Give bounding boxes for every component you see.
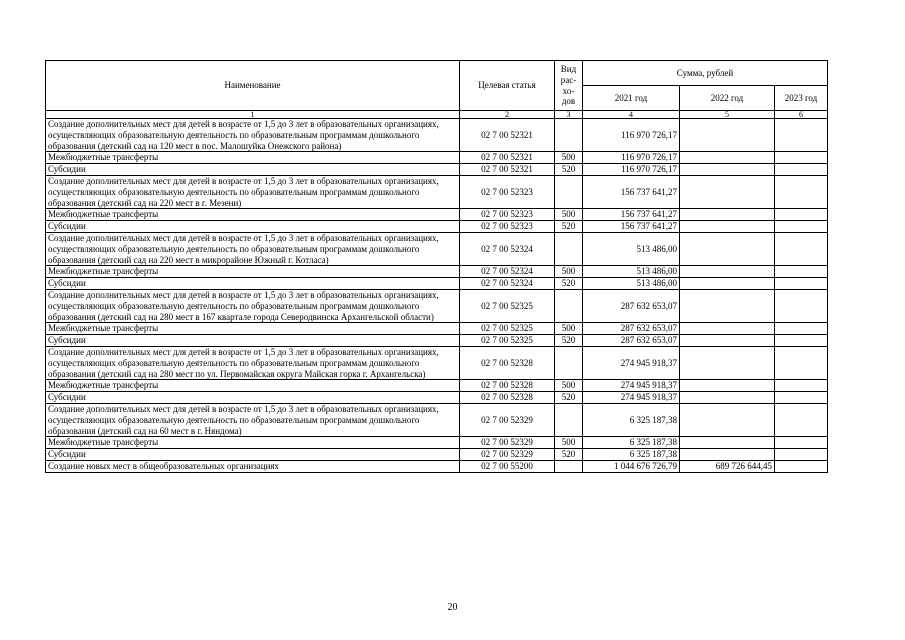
row-amount-2023	[775, 392, 828, 404]
table-row	[46, 289, 828, 322]
row-amount-2021: 274 945 918,37	[583, 380, 680, 392]
row-target-article: 02 7 00 52328	[460, 392, 555, 404]
row-amount-2022	[680, 449, 775, 461]
row-expense-type: 520	[555, 392, 583, 404]
row-amount-2022	[680, 152, 775, 164]
row-amount-2021: 274 945 918,37	[583, 392, 680, 404]
row-amount-2023	[775, 232, 828, 265]
header-expense-type: Вид рас- хо- дов	[555, 61, 583, 111]
row-name: Межбюджетные трансферты	[46, 152, 460, 164]
table-row	[46, 152, 828, 164]
row-amount-2021: 513 486,00	[583, 266, 680, 278]
row-name: Создание дополнительных мест для детей в возрасте от 1,5 до 3 лет в образовательных организациях, осуществляющих образовательную деятельность по образовательным программам дошкольного образования (детский сад на 220 мест в микрорайоне Южный г. Котласа)	[46, 232, 460, 265]
page-number: 20	[447, 602, 458, 613]
row-amount-2023	[775, 164, 828, 176]
row-expense-type	[555, 232, 583, 265]
column-number: 2	[460, 111, 555, 119]
table-row	[46, 221, 828, 233]
row-expense-type	[555, 119, 583, 152]
row-target-article: 02 7 00 52329	[460, 403, 555, 436]
row-amount-2022	[680, 119, 775, 152]
row-amount-2022: 689 726 644,45	[680, 460, 775, 472]
budget-table	[45, 60, 828, 473]
row-target-article: 02 7 00 52324	[460, 232, 555, 265]
row-name: Субсидии	[46, 449, 460, 461]
table-row	[46, 266, 828, 278]
header-sum: Сумма, рублей	[583, 61, 828, 86]
row-amount-2022	[680, 289, 775, 322]
table-row	[46, 380, 828, 392]
row-amount-2023	[775, 119, 828, 152]
row-name: Создание дополнительных мест для детей в возрасте от 1,5 до 3 лет в образовательных организациях, осуществляющих образовательную деятельность по образовательным программам дошкольного образования (детский сад на 120 мест в пос. Малошуйка Онежского района)	[46, 119, 460, 152]
table-row	[46, 278, 828, 290]
table-row	[46, 392, 828, 404]
row-amount-2022	[680, 232, 775, 265]
row-expense-type: 500	[555, 437, 583, 449]
row-amount-2021: 287 632 653,07	[583, 323, 680, 335]
row-target-article: 02 7 00 52324	[460, 266, 555, 278]
row-expense-type: 500	[555, 380, 583, 392]
row-name: Межбюджетные трансферты	[46, 380, 460, 392]
row-name: Межбюджетные трансферты	[46, 209, 460, 221]
row-amount-2021: 156 737 641,27	[583, 221, 680, 233]
header-name: Наименование	[46, 61, 460, 111]
row-name: Межбюджетные трансферты	[46, 266, 460, 278]
row-name: Создание дополнительных мест для детей в возрасте от 1,5 до 3 лет в образовательных организациях, осуществляющих образовательную деятельность по образовательным программам дошкольного образования (детский сад на 280 мест по ул. Первомайская округа Майская горка г. Архангельска)	[46, 346, 460, 379]
row-expense-type	[555, 460, 583, 472]
row-amount-2022	[680, 346, 775, 379]
column-number: 1	[46, 111, 460, 119]
column-number: 5	[680, 111, 775, 119]
row-expense-type	[555, 346, 583, 379]
row-target-article: 02 7 00 52329	[460, 449, 555, 461]
row-expense-type: 500	[555, 323, 583, 335]
table-row	[46, 232, 828, 265]
row-target-article: 02 7 00 52325	[460, 323, 555, 335]
row-amount-2021: 6 325 187,38	[583, 403, 680, 436]
row-target-article: 02 7 00 55200	[460, 460, 555, 472]
row-expense-type: 520	[555, 221, 583, 233]
row-name: Создание дополнительных мест для детей в возрасте от 1,5 до 3 лет в образовательных организациях, осуществляющих образовательную деятельность по образовательным программам дошкольного образования (детский сад на 60 мест в г. Няндома)	[46, 403, 460, 436]
table-row	[46, 164, 828, 176]
row-name: Субсидии	[46, 335, 460, 347]
row-target-article: 02 7 00 52323	[460, 209, 555, 221]
row-name: Субсидии	[46, 392, 460, 404]
row-amount-2021: 513 486,00	[583, 232, 680, 265]
table-row	[46, 175, 828, 208]
column-number: 4	[583, 111, 680, 119]
row-name: Создание дополнительных мест для детей в возрасте от 1,5 до 3 лет в образовательных организациях, осуществляющих образовательную деятельность по образовательным программам дошкольного образования (детский сад на 220 мест в г. Мезени)	[46, 175, 460, 208]
row-amount-2021: 287 632 653,07	[583, 335, 680, 347]
row-expense-type: 520	[555, 164, 583, 176]
row-amount-2022	[680, 175, 775, 208]
row-target-article: 02 7 00 52325	[460, 335, 555, 347]
row-amount-2021: 156 737 641,27	[583, 175, 680, 208]
row-name: Создание дополнительных мест для детей в возрасте от 1,5 до 3 лет в образовательных организациях, осуществляющих образовательную деятельность по образовательным программам дошкольного образования (детский сад на 280 мест в 167 квартале города Северодвинска Архангельской области)	[46, 289, 460, 322]
row-amount-2021: 6 325 187,38	[583, 437, 680, 449]
row-amount-2021: 1 044 676 726,79	[583, 460, 680, 472]
row-expense-type	[555, 289, 583, 322]
table-row	[46, 460, 828, 472]
row-name: Субсидии	[46, 164, 460, 176]
row-expense-type: 500	[555, 152, 583, 164]
row-target-article: 02 7 00 52321	[460, 119, 555, 152]
row-target-article: 02 7 00 52323	[460, 175, 555, 208]
row-name: Субсидии	[46, 278, 460, 290]
row-amount-2021: 287 632 653,07	[583, 289, 680, 322]
row-amount-2021: 116 970 726,17	[583, 152, 680, 164]
row-amount-2022	[680, 278, 775, 290]
row-target-article: 02 7 00 52321	[460, 164, 555, 176]
row-expense-type: 520	[555, 335, 583, 347]
row-amount-2022	[680, 403, 775, 436]
table-row	[46, 449, 828, 461]
row-amount-2023	[775, 437, 828, 449]
row-target-article: 02 7 00 52325	[460, 289, 555, 322]
row-target-article: 02 7 00 52323	[460, 221, 555, 233]
row-amount-2021: 116 970 726,17	[583, 164, 680, 176]
row-amount-2022	[680, 335, 775, 347]
row-amount-2022	[680, 323, 775, 335]
row-amount-2023	[775, 278, 828, 290]
row-amount-2022	[680, 437, 775, 449]
row-amount-2021: 513 486,00	[583, 278, 680, 290]
row-amount-2023	[775, 323, 828, 335]
row-target-article: 02 7 00 52328	[460, 346, 555, 379]
row-amount-2023	[775, 335, 828, 347]
row-name: Межбюджетные трансферты	[46, 437, 460, 449]
row-amount-2023	[775, 266, 828, 278]
row-amount-2023	[775, 380, 828, 392]
table-row	[46, 335, 828, 347]
table-row	[46, 403, 828, 436]
row-amount-2023	[775, 460, 828, 472]
row-amount-2023	[775, 403, 828, 436]
row-amount-2021: 156 737 641,27	[583, 209, 680, 221]
row-amount-2022	[680, 221, 775, 233]
table-row	[46, 437, 828, 449]
row-amount-2023	[775, 152, 828, 164]
table-body	[46, 119, 828, 473]
header-year-2021: 2021 год	[583, 86, 680, 111]
row-amount-2022	[680, 209, 775, 221]
row-target-article: 02 7 00 52328	[460, 380, 555, 392]
header-year-2022: 2022 год	[680, 86, 775, 111]
row-amount-2023	[775, 209, 828, 221]
row-amount-2022	[680, 164, 775, 176]
row-target-article: 02 7 00 52329	[460, 437, 555, 449]
row-amount-2021: 6 325 187,38	[583, 449, 680, 461]
row-target-article: 02 7 00 52321	[460, 152, 555, 164]
row-target-article: 02 7 00 52324	[460, 278, 555, 290]
row-expense-type	[555, 403, 583, 436]
table-row	[46, 119, 828, 152]
row-amount-2023	[775, 449, 828, 461]
row-amount-2023	[775, 289, 828, 322]
row-amount-2022	[680, 266, 775, 278]
row-amount-2022	[680, 392, 775, 404]
column-number: 3	[555, 111, 583, 119]
table-row	[46, 209, 828, 221]
row-expense-type: 500	[555, 209, 583, 221]
row-name: Субсидии	[46, 221, 460, 233]
table-row	[46, 346, 828, 379]
row-amount-2022	[680, 380, 775, 392]
row-amount-2023	[775, 175, 828, 208]
header-year-2023: 2023 год	[775, 86, 828, 111]
row-amount-2023	[775, 221, 828, 233]
row-amount-2023	[775, 346, 828, 379]
table-row	[46, 323, 828, 335]
column-number: 6	[775, 111, 828, 119]
header-target-article: Целевая статья	[460, 61, 555, 111]
row-name: Создание новых мест в общеобразовательных организациях	[46, 460, 460, 472]
row-expense-type	[555, 175, 583, 208]
row-expense-type: 500	[555, 266, 583, 278]
row-name: Межбюджетные трансферты	[46, 323, 460, 335]
row-amount-2021: 274 945 918,37	[583, 346, 680, 379]
row-expense-type: 520	[555, 449, 583, 461]
row-amount-2021: 116 970 726,17	[583, 119, 680, 152]
row-expense-type: 520	[555, 278, 583, 290]
